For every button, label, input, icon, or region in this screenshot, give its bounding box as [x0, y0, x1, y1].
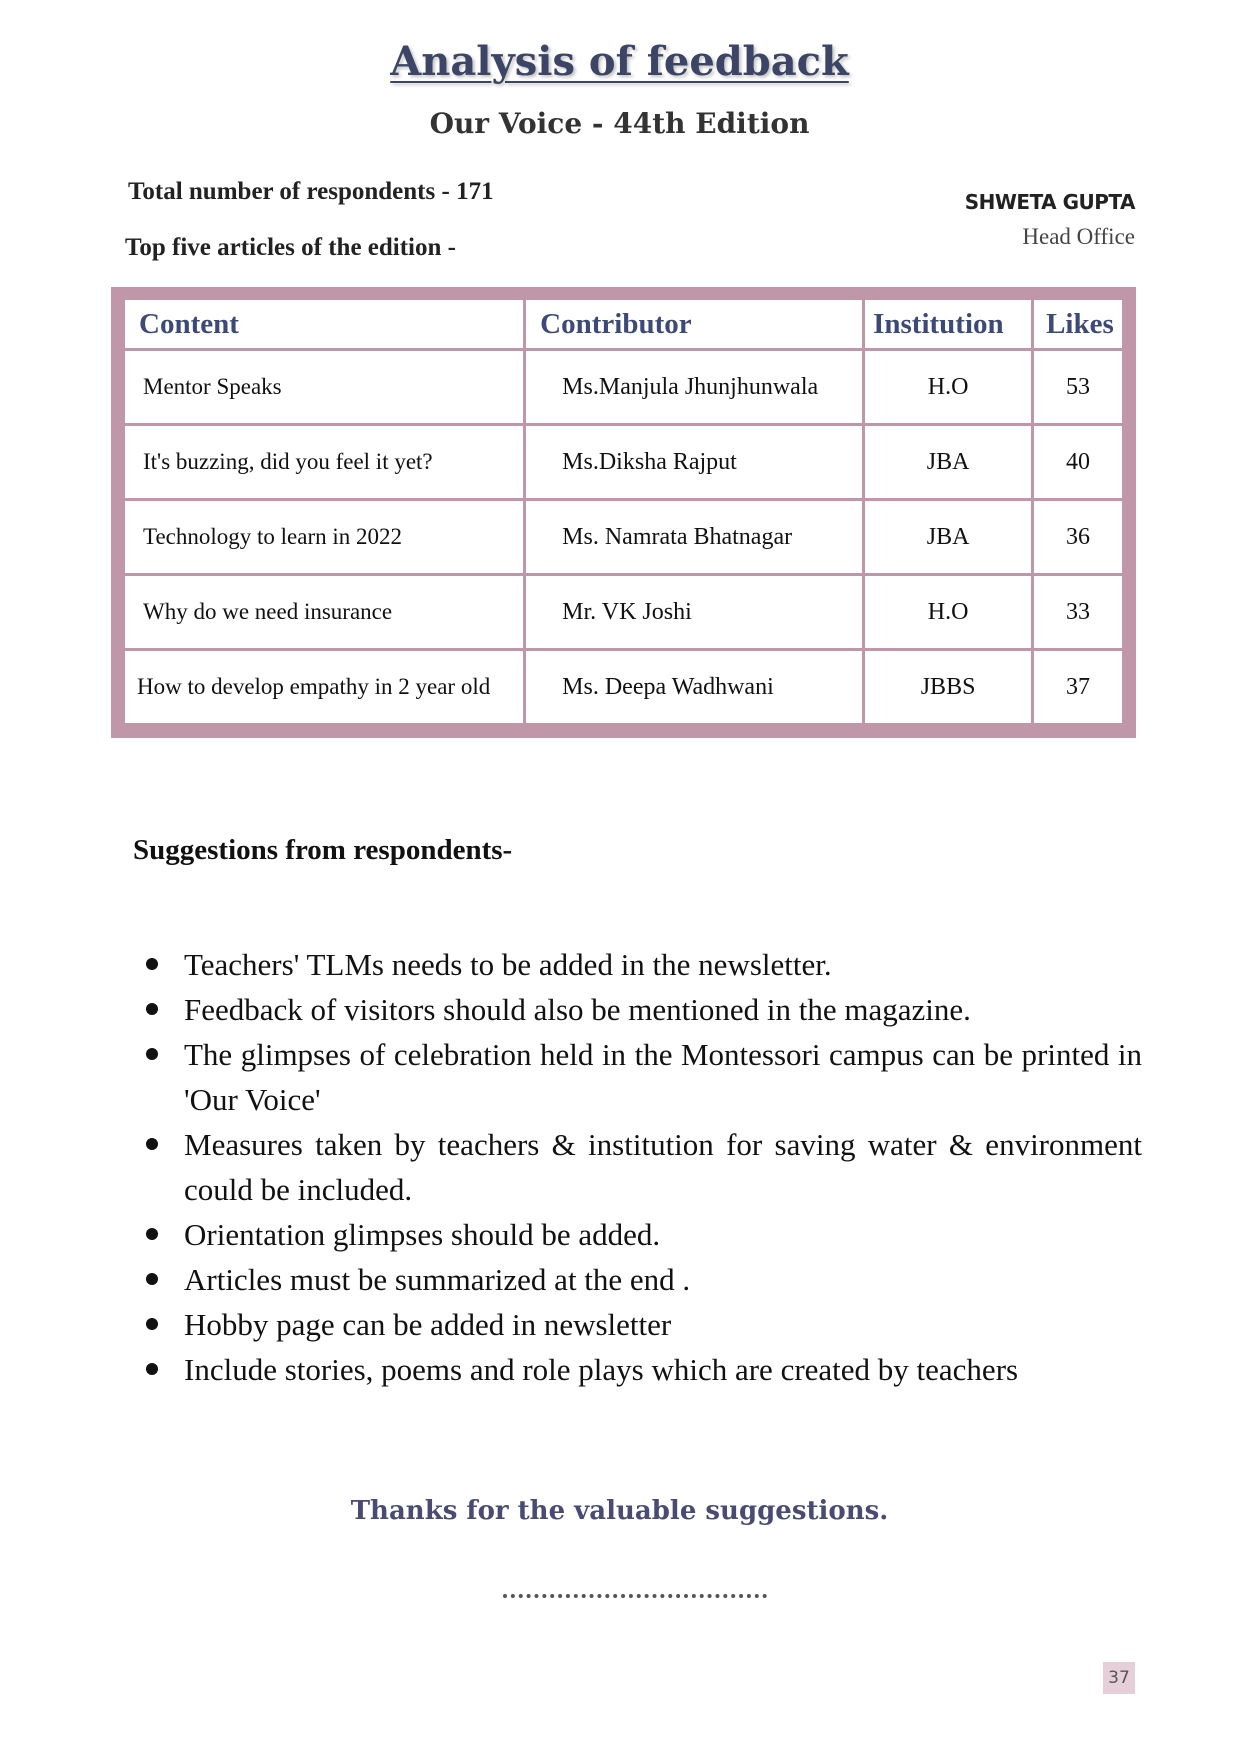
articles-table-frame: [111, 287, 1136, 738]
cell-likes: 53: [1034, 351, 1122, 423]
cell-contributor: Mr. VK Joshi: [526, 576, 862, 648]
suggestion-text: Orientation glimpses should be added.: [184, 1217, 661, 1252]
cell-institution: JBA: [865, 426, 1031, 498]
cell-contributor: Ms.Manjula Jhunjhunwala: [526, 351, 862, 423]
bullet-icon: [146, 958, 158, 970]
author-office: Head Office: [1022, 224, 1135, 249]
author-name: SHWETA GUPTA: [964, 190, 1135, 214]
suggestion-text: Include stories, poems and role plays which are created by teachers: [184, 1352, 1019, 1387]
cell-institution: H.O: [865, 576, 1031, 648]
table-row: [125, 351, 1122, 423]
cell-content: How to develop empathy in 2 year old: [125, 651, 523, 723]
cell-contributor: Ms.Diksha Rajput: [526, 426, 862, 498]
cell-contributor: Ms. Namrata Bhatnagar: [526, 501, 862, 573]
page-subtitle: Our Voice - 44th Edition: [429, 107, 810, 140]
table-row: [125, 501, 1122, 573]
bullet-icon: [146, 1048, 158, 1060]
suggestions-heading: Suggestions from respondents-: [133, 834, 513, 866]
articles-table: [122, 297, 1125, 726]
list-item: [142, 1302, 1142, 1347]
list-item: [142, 987, 1142, 1032]
dotted-divider: [503, 1594, 767, 1608]
cell-content: Why do we need insurance: [125, 576, 523, 648]
table-header-row: [125, 300, 1122, 348]
suggestions-list: [142, 942, 1142, 1392]
list-item: [142, 1032, 1142, 1122]
cell-likes: 40: [1034, 426, 1122, 498]
suggestion-text: Hobby page can be added in newsletter: [184, 1307, 672, 1342]
suggestion-text: The glimpses of celebration held in the Montessori campus can be printed in 'Our Voice': [184, 1037, 1142, 1117]
page-title: Analysis of feedback: [390, 38, 849, 85]
cell-likes: 33: [1034, 576, 1122, 648]
cell-contributor: Ms. Deepa Wadhwani: [526, 651, 862, 723]
column-header-institution: Institution: [865, 300, 1031, 348]
cell-institution: JBBS: [865, 651, 1031, 723]
list-item: [142, 1212, 1142, 1257]
bullet-icon: [146, 1363, 158, 1375]
table-row: [125, 651, 1122, 723]
list-item: [142, 1257, 1142, 1302]
thanks-message: Thanks for the valuable suggestions.: [350, 1496, 889, 1526]
list-item: [142, 1122, 1142, 1212]
bullet-icon: [146, 1003, 158, 1015]
page-number: 37: [1103, 1662, 1135, 1694]
column-header-likes: Likes: [1034, 300, 1122, 348]
bullet-icon: [146, 1228, 158, 1240]
top-articles-label: Top five articles of the edition -: [125, 234, 456, 261]
cell-content: It's buzzing, did you feel it yet?: [125, 426, 523, 498]
suggestion-text: Feedback of visitors should also be mentioned in the magazine.: [184, 992, 971, 1027]
suggestion-text: Measures taken by teachers & institution for saving water & environment could be included.: [184, 1127, 1142, 1207]
respondents-count: Total number of respondents - 171: [128, 178, 494, 205]
cell-institution: H.O: [865, 351, 1031, 423]
suggestion-text: Teachers' TLMs needs to be added in the newsletter.: [184, 947, 832, 982]
table-row: [125, 576, 1122, 648]
cell-institution: JBA: [865, 501, 1031, 573]
cell-likes: 36: [1034, 501, 1122, 573]
cell-content: Mentor Speaks: [125, 351, 523, 423]
cell-content: Technology to learn in 2022: [125, 501, 523, 573]
column-header-content: Content: [125, 300, 523, 348]
list-item: [142, 942, 1142, 987]
table-row: [125, 426, 1122, 498]
column-header-contributor: Contributor: [526, 300, 862, 348]
suggestion-text: Articles must be summarized at the end .: [184, 1262, 691, 1297]
bullet-icon: [146, 1138, 158, 1150]
bullet-icon: [146, 1318, 158, 1330]
bullet-icon: [146, 1273, 158, 1285]
cell-likes: 37: [1034, 651, 1122, 723]
list-item: [142, 1347, 1142, 1392]
